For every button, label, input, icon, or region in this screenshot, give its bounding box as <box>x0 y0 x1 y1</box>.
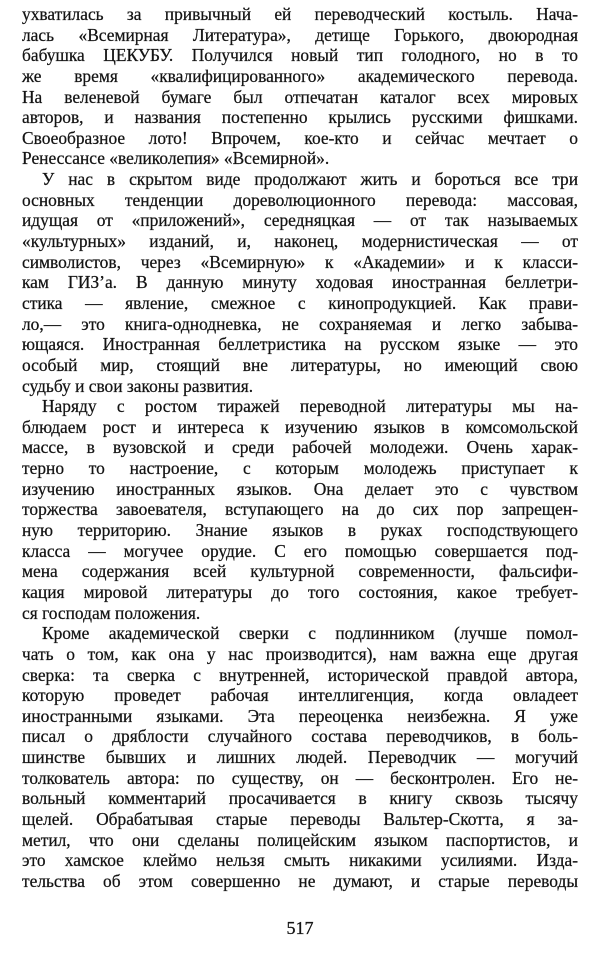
text-line: мена содержания всей культурной современности, фальсифи- <box>22 561 578 582</box>
text-line: особый мир, стоящий вне литературы, но имеющий свою <box>22 354 578 375</box>
text-line: щелей. Обрабатывая старые переводы Вальтер-Скотта, я за- <box>22 808 578 829</box>
text-line: вольный комментарий просачивается в книгу сквозь тысячу <box>22 788 578 809</box>
text-line: чать о том, как она у нас производится), нам важна еще другая <box>22 643 578 664</box>
text-line: бабушка ЦЕКУБУ. Получился новый тип голодного, но в то <box>22 45 578 66</box>
text-line: которую проведет рабочая интеллигенция, когда овладеет <box>22 685 578 706</box>
text-line: терно то настроение, с которым молодежь приступает к <box>22 458 578 479</box>
text-line: символистов, через «Всемирную» к «Академии» и к класси- <box>22 251 578 272</box>
paragraph <box>22 623 578 891</box>
text-line: это хамское клеймо нельзя смыть никакими усилиями. Изда- <box>22 850 578 871</box>
text-line: сверка: та сверка с внутренней, исторической правдой автора, <box>22 664 578 685</box>
text-line: Своеобразное лото! Впрочем, кое-кто и сейчас мечтает о <box>22 127 578 148</box>
text-line: тельства об этом совершенно не думают, и старые переводы <box>22 870 578 891</box>
text-line: На веленевой бумаге был отпечатан каталог всех мировых <box>22 86 578 107</box>
text-line: блюдаем рост и интереса к изучению языков в комсомольской <box>22 416 578 437</box>
text-line: класса — могучее орудие. С его помощью совершается под- <box>22 540 578 561</box>
text-line: идущая от «приложений», середняцкая — от так называемых <box>22 210 578 231</box>
paragraph <box>22 4 578 169</box>
paragraph <box>22 169 578 396</box>
text-line: Ренессансе «великолепия» «Всемирной». <box>22 148 330 169</box>
text-line: ухватилась за привычный ей переводческий костыль. Нача- <box>22 4 578 24</box>
text-line: иностранными языками. Эта переоценка неизбежна. Я уже <box>22 705 578 726</box>
text-line: Наряду с ростом тиражей переводной литературы мы на- <box>42 396 578 417</box>
text-line: ющаяся. Иностранная беллетристика на русском языке — это <box>22 334 578 355</box>
text-line: же время «квалифицированного» академического перевода. <box>22 65 578 86</box>
text-line: изучению иностранных языков. Она делает это с чувством <box>22 478 578 499</box>
text-line: ся господам положения. <box>22 602 201 623</box>
page-body <box>22 4 578 892</box>
paragraph <box>22 396 578 623</box>
text-line: кам ГИЗ’а. В данную минуту ходовая иностранная беллетри- <box>22 272 578 293</box>
text-line: кация мировой литературы до того состояния, какое требует- <box>22 581 578 602</box>
text-line: «культурных» изданий, и, наконец, модернистическая — от <box>22 231 578 252</box>
text-line: метил, что они сделаны полицейским языком паспортистов, и <box>22 829 578 850</box>
text-line: Кроме академической сверки с подлинником (лучше помол- <box>42 623 578 644</box>
page-number: 517 <box>286 918 314 938</box>
text-line: шинстве бывших и лишних людей. Переводчик — могучий <box>22 747 578 768</box>
text-line: судьбу и свои законы развития. <box>22 375 254 396</box>
text-line: торжества завоевателя, вступающего на до сих пор запрещен- <box>22 499 578 520</box>
text-line: толкователь автора: по существу, он — бесконтролен. Его не- <box>22 767 578 788</box>
text-line: массе, в вузовской и среди рабочей молодежи. Очень харак- <box>22 437 578 458</box>
text-line: ную территорию. Знание языков в руках господствующего <box>22 520 578 541</box>
text-line: авторов, и названия постепенно крылись русскими фишками. <box>22 107 578 128</box>
text-line: стика — явление, смежное с кинопродукцией. Как прави- <box>22 292 578 313</box>
text-line: основных тенденции дореволюционного перевода: массовая, <box>22 189 578 210</box>
text-line: ло,— это книга-однодневка, не сохраняемая и легко забыва- <box>22 313 578 334</box>
text-line: писал о дряблости случайного состава переводчиков, в боль- <box>22 726 578 747</box>
text-line: У нас в скрытом виде продолжают жить и бороться все три <box>42 169 578 190</box>
text-line: лась «Всемирная Литература», детище Горького, двоюродная <box>22 24 578 45</box>
